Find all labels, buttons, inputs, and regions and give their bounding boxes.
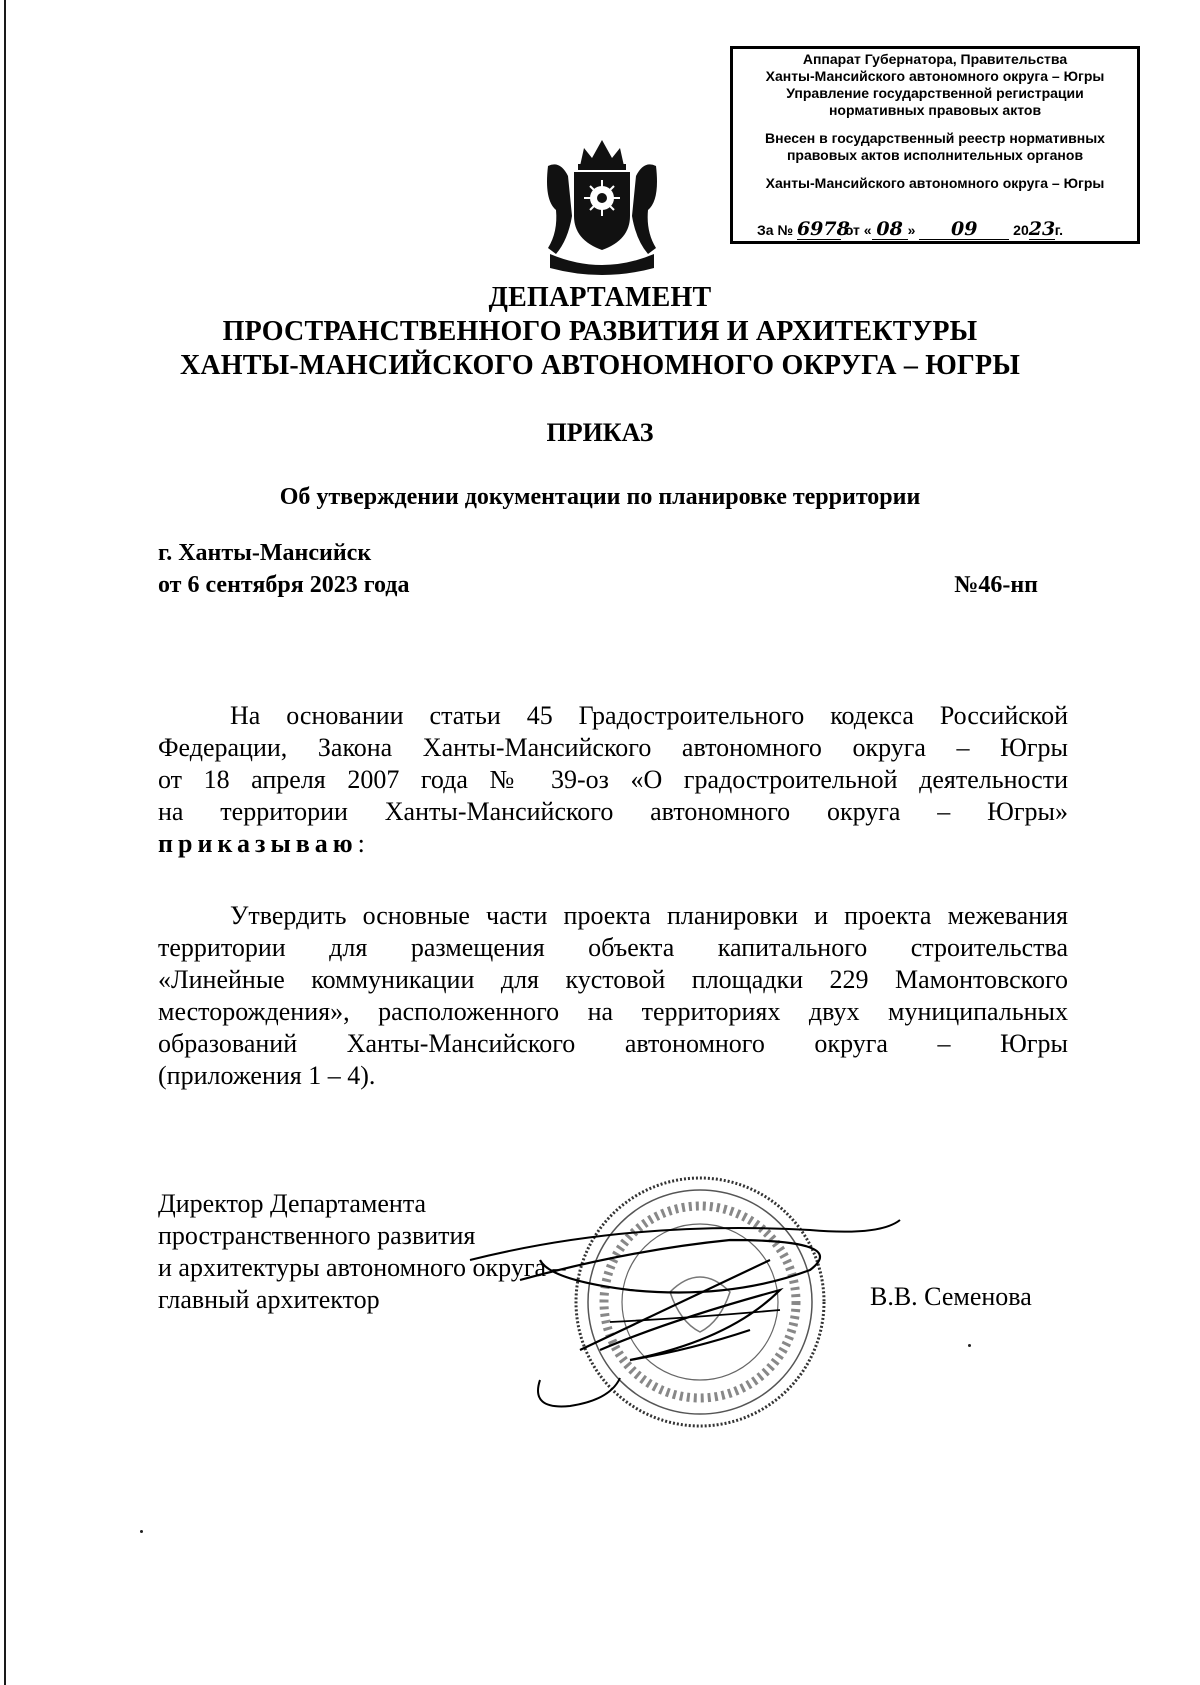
- year-end: г.: [1054, 222, 1064, 238]
- stamp-line: Внесен в государственный реестр нормативных: [765, 130, 1105, 146]
- document-date: от 6 сентября 2023 года: [158, 572, 410, 598]
- signatory-title-line: Директор Департамента: [158, 1189, 427, 1218]
- document-number: №46-нп: [954, 572, 1038, 598]
- paragraph-line: На основании статьи 45 Градостроительного кодекса Российской: [230, 701, 1068, 730]
- registration-number-line: [757, 218, 1129, 240]
- paragraph-line: на территории Ханты-Мансийского автономного округа – Югры»: [158, 797, 1068, 826]
- reg-month: 09: [951, 218, 978, 240]
- signatory-title-line: пространственного развития: [158, 1221, 476, 1250]
- signatory-title-line: и архитектуры автономного округа –: [158, 1253, 566, 1282]
- paragraph-line: территории для размещения объекта капитального строительства: [158, 933, 1068, 962]
- paragraph-line: образований Ханты-Мансийского автономного округа – Югры: [158, 1029, 1068, 1058]
- stamp-line: Ханты-Мансийского автономного округа – Югры: [765, 175, 1105, 191]
- document-type: ПРИКАЗ: [546, 418, 654, 447]
- document-subject: Об утверждении документации по планировке территории: [279, 484, 921, 510]
- department-title-line3: ХАНТЫ-МАНСИЙСКОГО АВТОНОМНОГО ОКРУГА – ЮГРЫ: [179, 350, 1021, 381]
- signatory-title: [158, 1188, 566, 1316]
- scan-speck: [140, 1530, 143, 1533]
- stamp-line: Управление государственной регистрации: [786, 85, 1084, 101]
- paragraph-line: от 18 апреля 2007 года № 39-оз «О градостроительной деятельности: [158, 765, 1068, 794]
- registration-stamp: [730, 46, 1140, 244]
- directive-colon: :: [357, 829, 365, 858]
- signatory-title-line: главный архитектор: [158, 1285, 380, 1314]
- paragraph-line: (приложения 1 – 4).: [158, 1061, 376, 1090]
- coat-of-arms-icon: [540, 136, 664, 276]
- scan-speck: [968, 1344, 971, 1347]
- paragraph-line: «Линейные коммуникации для кустовой площадки 229 Мамонтовского: [158, 965, 1068, 994]
- stamp-line: Ханты-Мансийского автономного округа – Югры: [765, 68, 1105, 84]
- department-title-line1: ДЕПАРТАМЕНТ: [488, 282, 712, 313]
- reg-number: 6978: [796, 218, 850, 240]
- paragraph-basis: [158, 700, 1068, 860]
- document-place: г. Ханты-Мансийск: [158, 540, 372, 566]
- paragraph-line: месторождения», расположенного на территориях двух муниципальных: [158, 997, 1068, 1026]
- department-title-line2: ПРОСТРАНСТВЕННОГО РАЗВИТИЯ И АРХИТЕКТУРЫ: [222, 316, 978, 347]
- paragraph-decision: [158, 900, 1068, 1092]
- from-label: от «: [844, 222, 872, 238]
- reg-prefix: За №: [757, 222, 794, 238]
- stamp-line: правовых актов исполнительных органов: [786, 147, 1084, 163]
- paragraph-line: Утвердить основные части проекта планировки и проекта межевания: [230, 901, 1068, 930]
- reg-year: 23: [1028, 218, 1056, 240]
- signatory-name: В.В. Семенова: [870, 1282, 1032, 1311]
- quote-close: »: [907, 222, 916, 238]
- year-prefix: 20: [1013, 222, 1029, 238]
- stamp-line: нормативных правовых актов: [828, 102, 1042, 118]
- reg-day: 08: [876, 218, 903, 240]
- directive-word: приказываю: [158, 829, 358, 858]
- scan-edge: [4, 0, 6, 1685]
- stamp-line: Аппарат Губернатора, Правительства: [802, 51, 1068, 67]
- paragraph-line: Федерации, Закона Ханты-Мансийского автономного округа – Югры: [158, 733, 1068, 762]
